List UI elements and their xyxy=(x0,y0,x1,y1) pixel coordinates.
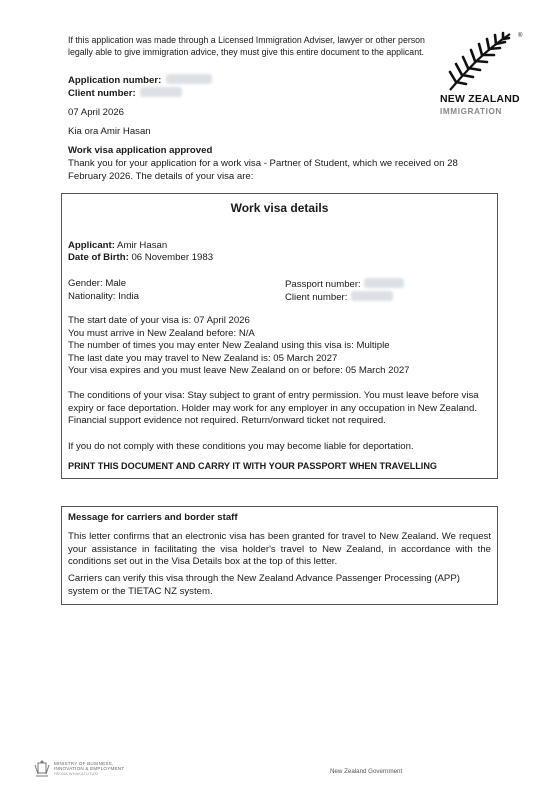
dob-value: 06 November 1983 xyxy=(131,252,214,263)
applicant-row xyxy=(68,240,167,253)
arrive-before: You must arrive in New Zealand before: N/A xyxy=(68,327,255,339)
logo-line-immigration: IMMIGRATION xyxy=(440,107,502,116)
ministry-line-3: HĪKINA WHAKATUTUKI xyxy=(54,771,99,776)
visa-conditions: The conditions of your visa: Stay subject to grant of entry permission. You must leave before visa expiry or face deportation. Holder may work for any employer in any occupation in New Zealand. Financial support evidence not required. Return/onward ticket not required. xyxy=(68,390,479,426)
mbie-logo xyxy=(34,760,144,780)
client-number xyxy=(68,87,182,101)
gender: Gender: Male xyxy=(68,278,127,289)
applicant-label: Applicant: xyxy=(68,240,115,251)
redacted-passport-number xyxy=(364,278,404,288)
registered-mark: ® xyxy=(518,33,523,39)
letter-heading: Work visa application approved xyxy=(68,145,213,156)
last-travel-date: The last date you may travel to New Zealand is: 05 March 2027 xyxy=(68,352,338,364)
nationality: Nationality: India xyxy=(68,291,139,302)
silver-fern-icon xyxy=(446,30,516,92)
passport-number xyxy=(285,278,404,292)
visa-expiry: Your visa expires and you must leave New Zealand on or before: 05 March 2027 xyxy=(68,365,410,376)
dob-label: Date of Birth: xyxy=(68,252,129,263)
redacted-client-number xyxy=(140,87,182,97)
details-client-number-label: Client number: xyxy=(285,292,348,303)
greeting: Kia ora Amir Hasan xyxy=(68,126,151,137)
intro-notice: If this application was made through a Licensed Immigration Adviser, lawyer or other person legally able to give immigration advice, they must give this entire document to the applicant. xyxy=(68,35,425,57)
visa-details-title: Work visa details xyxy=(230,201,329,215)
letter-intro: Thank you for your application for a work visa - Partner of Student, which we received on 28 February 2026. The details of your visa are: xyxy=(68,158,458,182)
ministry-line-1: MINISTRY OF BUSINESS, xyxy=(54,761,114,766)
carriers-paragraph-1: This letter confirms that an electronic visa has been granted for travel to New Zealand. We request your assistance in facilitating the visa holder's travel to New Zealand, in accordance with the conditions set out in the Visa Details box at the top of this letter. xyxy=(68,531,491,567)
print-notice: PRINT THIS DOCUMENT AND CARRY IT WITH YOUR PASSPORT WHEN TRAVELLING xyxy=(68,461,437,471)
applicant-value: Amir Hasan xyxy=(117,240,168,251)
application-number xyxy=(68,74,212,88)
nz-government-logo: New Zealand Government xyxy=(330,768,403,775)
carriers-paragraph-2: Carriers can verify this visa through the New Zealand Advance Passenger Processing (APP) system or the TIETAC NZ system. xyxy=(68,573,460,597)
visa-start-date: The start date of your visa is: 07 April 2026 xyxy=(68,315,250,326)
client-number-label: Client number: xyxy=(68,88,136,99)
letter-date: 07 April 2026 xyxy=(68,107,125,118)
redacted-application-number xyxy=(166,74,212,84)
logo-line-new-zealand: NEW ZEALAND xyxy=(440,93,520,105)
carriers-box xyxy=(61,506,498,605)
dob-row xyxy=(68,252,213,265)
ministry-line-2: INNOVATION & EMPLOYMENT xyxy=(54,766,125,772)
visa-dates-block xyxy=(68,315,488,378)
carriers-heading: Message for carriers and border staff xyxy=(68,512,238,523)
visa-details-box xyxy=(61,193,498,479)
coat-of-arms-icon xyxy=(34,760,50,778)
application-number-label: Application number: xyxy=(68,75,162,86)
passport-number-label: Passport number: xyxy=(285,279,361,290)
redacted-details-client-number xyxy=(351,291,393,301)
details-client-number xyxy=(285,291,393,305)
nz-immigration-logo xyxy=(438,30,524,120)
entry-count: The number of times you may enter New Zealand using this visa is: Multiple xyxy=(68,340,390,351)
deportation-warning: If you do not comply with these conditions you may become liable for deportation. xyxy=(68,441,414,452)
